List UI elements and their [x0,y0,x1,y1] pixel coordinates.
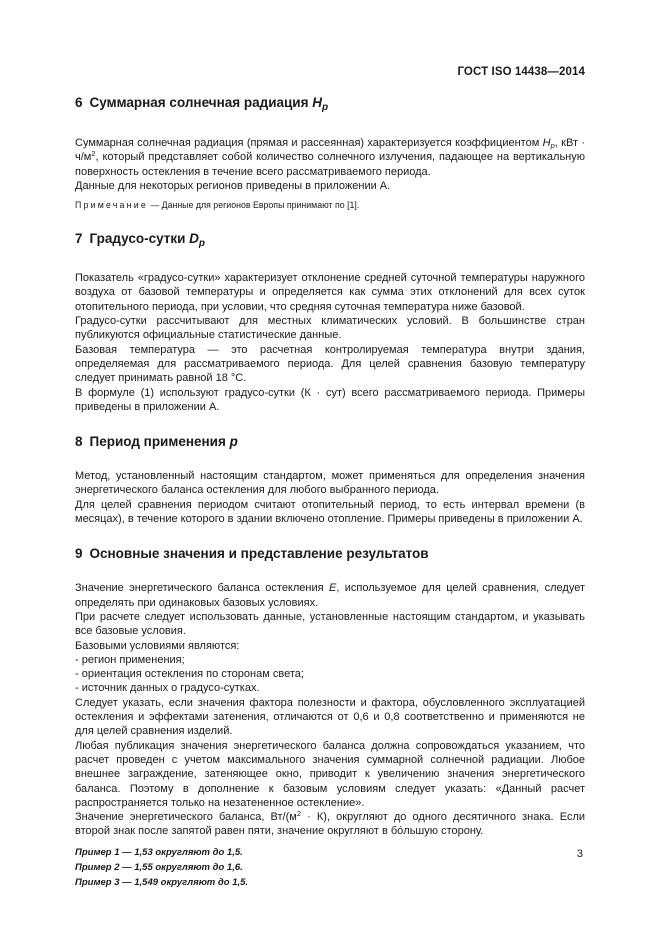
section-title: Суммарная солнечная радиация [89,95,313,110]
note-label: Примечание [75,200,148,211]
paragraph: Базовыми условиями являются: [75,639,240,652]
paragraph: Значение энергетического баланса, $Вт/(м^2 \cdot К)$, округляют до одного десятичного знака. Если второй знак после запятой равен пяти, значение округляют в бóльшую сторону. [75,809,586,838]
page-number: 3 [576,848,583,860]
symbol-subscript: p [198,238,206,250]
section-7-heading [75,230,585,253]
page-content [75,91,585,890]
symbol: H [312,95,322,110]
example: Пример 2 — 1,55 округляют до 1,6. [75,861,243,873]
paragraph: Любая публикация значения энергетического баланса должна сопровождаться указанием, что расчет проведен с учетом максимального значения суммарной солнечной радиации. Любое внешнее заграждение, затеняющее окно, приводит к увеличению значения энергетического баланса. Поэтому в дополнение к базовым условиям следует указать: «Данный расчет распространяется только на незатененное остекление». [75,739,585,809]
paragraph: В формуле (1) используют градусо-сутки (К · сут) всего рассматриваемого периода. Примеры приведены в приложении А. [75,386,585,413]
section-title: Период применения [89,434,230,450]
paragraph: Значение энергетического баланса остекления E, используемое для целей сравнения, следует определять при одинаковых базовых условиях. [75,582,585,609]
section-number: 8 [75,434,83,450]
section-title: Основные значения и представление результатов [89,546,429,562]
list-item: - регион применения; [75,653,185,666]
section-number: 7 [75,231,83,247]
paragraph: При расчете следует использовать данные, установленные настоящим стандартом, и указывать все базовые условия. [75,610,585,638]
list-item: - ориентация остекления по сторонам света; [75,668,304,681]
paragraph: Базовая температура — это расчетная контролируемая температура внутри здания, определяемая для рассматриваемого периода. Для целей сравнения базовую температуру следует принимать равной 18 °С. [75,343,585,385]
symbol: p [229,434,238,450]
symbol: D [189,231,199,247]
section-9-heading [75,545,585,563]
note [75,199,585,211]
paragraph: Градусо-сутки рассчитывают для местных климатических условий. В большинстве стран публикуются официальные статистические данные. [75,315,585,342]
section-8-heading [75,433,585,451]
list-item: - источник данных о градусо-сутках. [75,682,260,695]
symbol-subscript: p [322,102,329,113]
examples [75,845,585,890]
section-number: 9 [75,546,83,562]
paragraph: Данные для некоторых регионов приведены в приложении А. [75,179,391,192]
paragraph: Показатель «градусо-сутки» характеризует отклонение средней суточной температуры наружного воздуха от базовой температуры и определяется как сумма этих отклонений для всех суток отопительного периода, при условии, что средняя суточная температура ниже базовой. [75,272,585,313]
section-6-heading [75,94,585,117]
paragraph: Метод, установленный настоящим стандартом, может применяться для определения значения энергетического баланса остекления для любого выбранного периода. [75,470,585,497]
section-number: 6 [75,95,83,110]
paragraph: Следует указать, если значения фактора полезности и фактора, обусловленного эксплуатацией остекления и эффектами затенения, отличаются от 0,6 и 0,8 соответственно и применяются не для целей сравнения изделий. [75,696,585,738]
paragraph: Для целей сравнения периодом считают отопительный период, то есть интервал времени (в месяцах), в течение которого в здании включено отопление. Примеры приведены в приложении А. [75,498,585,526]
example: Пример 1 — 1,53 округляют до 1,5. [75,846,243,858]
note-text: — Данные для регионов Европы принимают по [1]. [147,200,360,211]
paragraph: Суммарная солнечная радиация (прямая и рассеянная) характеризуется коэффициентом $H_p$, кВт · $ч/м^2$, который представляет собой количество солнечного излучения, падающее на вертикальную поверхность остекления в течение всего рассматриваемого периода. [75,137,586,178]
section-title: Градусо-сутки [89,231,190,247]
example: Пример 3 — 1,549 округляют до 1,5. [75,876,249,888]
standard-header: ГОСТ ISO 14438—2014 [457,66,585,78]
